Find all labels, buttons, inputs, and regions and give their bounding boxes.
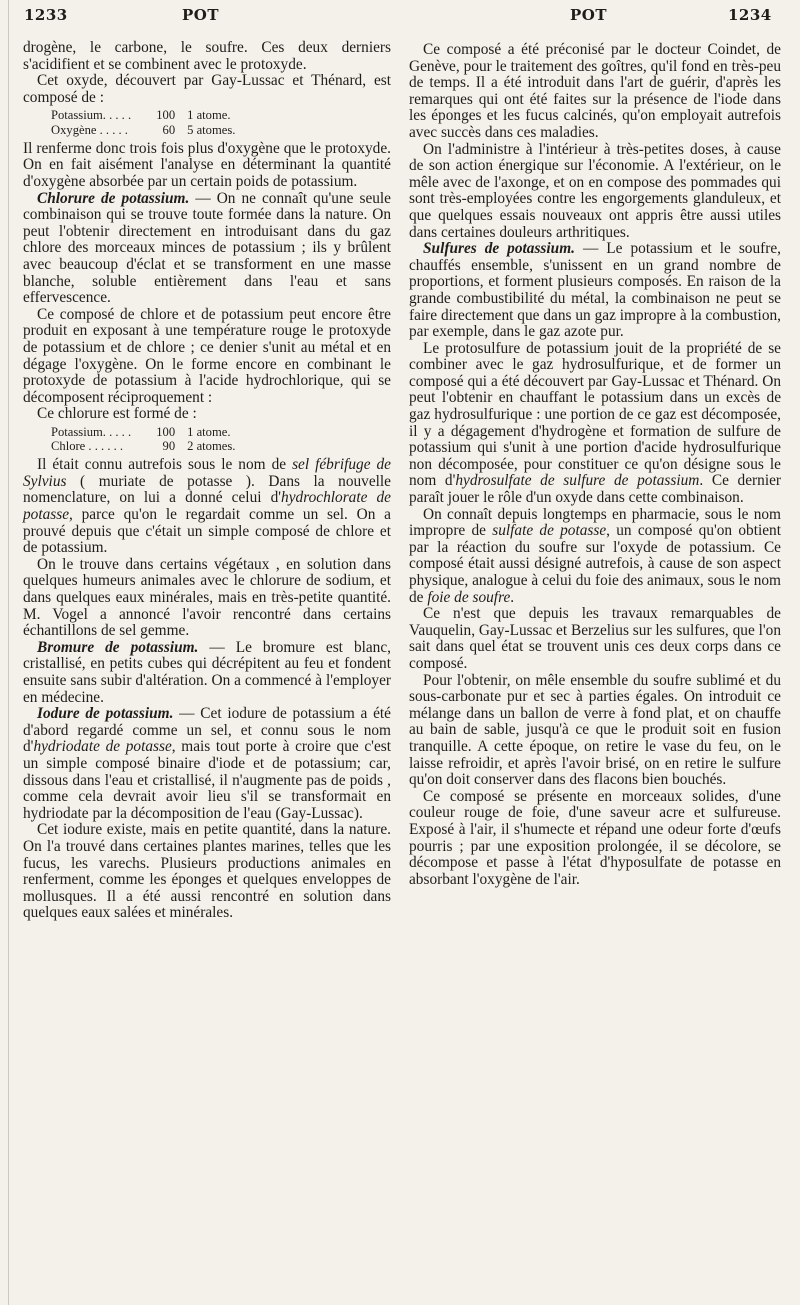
table-row <box>51 108 239 122</box>
paragraph: drogène, le carbone, le soufre. Ces deux derniers s'acidifient et se combinent avec le protoxyde. <box>23 39 391 73</box>
entry-title: Iodure de potassium. <box>37 705 174 723</box>
italic-term: sulfate de potasse <box>492 522 607 540</box>
right-page-number: 1234 <box>728 6 772 24</box>
left-page-number: 1233 <box>24 6 68 24</box>
entry-text: , mais tout porte à croire que c'est un simple composé binaire d'iode et de potassium; car, dissous dans l'eau et cristallisé, il n'augmente pas de poids , comme cela devrait avoir lieu s'il se transformait en hydriodate par la décomposition de l'eau (Gay-Lussac). <box>23 738 391 822</box>
entry-title: Bromure de potassium. <box>37 638 199 656</box>
element-atoms: 1 atome. <box>187 424 231 439</box>
entry-title: Chlorure de potassium. <box>37 189 190 207</box>
entry-text: — Cet iodure de potassium a été d'abord regardé comme un sel, et connu sous le nom d' <box>23 705 391 756</box>
paragraph: Il renferme donc trois fois plus d'oxygène que le protoxyde. On en fait aisément l'analyse en déterminant la quantité d'oxygène absorbée par un certain poids de potassium. <box>23 139 391 190</box>
italic-term: hydriodate de potasse <box>33 738 172 756</box>
paragraph <box>409 241 781 341</box>
element-weight: 60 <box>162 122 176 137</box>
left-column <box>23 40 391 922</box>
entry-title: Sulfures de potassium. <box>423 240 575 258</box>
italic-term: hydrosulfate de sulfure de potassium <box>455 472 700 490</box>
text-run: ( muriate de potasse ). Dans la nouvelle nomenclature, on lui a donné celui d' <box>23 472 391 507</box>
element-atoms: 2 atomes. <box>187 439 236 454</box>
element-name: Potassium. . . . . <box>51 108 132 123</box>
right-column <box>409 42 781 888</box>
paragraph <box>409 341 781 507</box>
text-run: On connaît depuis longtemps en pharmacie, sous le nom impropre de <box>409 505 781 540</box>
composition-table <box>51 108 239 136</box>
left-running-head: POT <box>182 6 220 24</box>
table-row <box>51 425 239 439</box>
text-run: Il était connu autrefois sous le nom de <box>37 456 293 474</box>
entry-text: — On ne connaît qu'une seule combinaison qui se trouve toute formée dans la nature. On peut l'obtenir directement en introduisant dans du gaz chlore des morceaux minces de potassium ; ils y brûlent avec beaucoup d'éclat et se transforment en une masse blanche, soluble entièrement dans l'eau et sans effervescence. <box>23 189 391 307</box>
paragraph <box>23 457 391 557</box>
paragraph: Cet iodure existe, mais en petite quantité, dans la nature. On l'a trouvé dans certaines plantes marines, telles que les fucus, les varechs. Plusieurs productions animales en renferment, comme les éponges et quelques enveloppes de mollusques. Il a été aussi rencontré en solution dans quelques eaux salées et minérales. <box>23 821 391 922</box>
text-run: , parce qu'on le regardait comme un sel. On a prouvé depuis que c'était un simple composé de chlore et de potassium. <box>23 506 391 557</box>
paragraph: Pour l'obtenir, on mêle ensemble du soufre sublimé et du sous-carbonate pur et sec à parties égales. On introduit ce mélange dans un ballon de verre à fond plat, et on chauffe au bain de sable, jusqu'à ce que le produit soit en fusion tranquille. A cette époque, on retire le vase du feu, on le laisse refroidir, et après l'avoir brisé, on en retire le sulfure qu'on doit conserver dans des flacons bien bouchés. <box>409 671 781 789</box>
italic-term: sel fébrifuge de Sylvius <box>23 456 391 490</box>
paragraph <box>23 191 391 307</box>
text-run: Le protosulfure de potassium jouit de la propriété de se combiner avec le gaz hydrosulfurique, et de former un composé qui a été découvert par Gay-Lussac et Thénard. On peut l'obtenir en chauffant le potassium dans un excès de gaz hydrosulfurique : une portion de ce gaz est décomposée, il y a dégagement d'hydrogène et formation de sulfure de potassium qui s'unit à une portion d'acide hydrosulfurique non décomposée, pour constituer ce qu'on désigne sous le nom d' <box>409 339 781 490</box>
paragraph: Cet oxyde, découvert par Gay-Lussac et Thénard, est composé de : <box>23 72 391 106</box>
paragraph <box>23 706 391 822</box>
paragraph: On le trouve dans certains végétaux , en solution dans quelques humeurs animales avec le chlorure de sodium, et dans quelques eaux minérales, mais en très-petite quantité. M. Vogel a annoncé l'avoir rencontré dans certains échantillons de sel gemme. <box>23 555 391 640</box>
composition-table <box>51 425 239 453</box>
element-atoms: 1 atome. <box>187 108 231 123</box>
italic-term: hydrochlorate de potasse <box>23 489 391 524</box>
paragraph: Ce composé se présente en morceaux solides, d'une couleur rouge de foie, d'une saveur acre et sulfureuse. Exposé à l'air, il s'humecte et répand une odeur forte d'œufs pourris ; par une exposition prolongée, il se décolore, se décompose et passe à l'état d'hyposulfate de potasse en absorbant l'oxygène de l'air. <box>409 787 781 888</box>
table-row <box>51 123 239 137</box>
page-edge-rule <box>8 0 9 1305</box>
italic-term: foie de soufre <box>427 588 511 606</box>
element-weight: 100 <box>156 424 176 439</box>
paragraph: Ce composé de chlore et de potassium peut encore être produit en exposant à une température rouge le protoxyde de potassium et de chlore ; ce denier s'unit au métal et en dégage l'oxygène. On le forme encore en combinant le protoxyde de potassium à l'acide hydrochlorique, qui se décomposent réciproquement : <box>23 305 391 406</box>
element-weight: 100 <box>156 108 176 123</box>
paragraph: Ce composé a été préconisé par le docteur Coindet, de Genève, pour le traitement des goîtres, qu'il fond en très-peu de temps. Il a été introduit dans l'art de guérir, d'après les remarques qui ont été faites sur la présence de l'iode dans les éponges et les fucus calcinés, qu'on employait autrefois avec succès dans ces maladies. <box>409 41 781 141</box>
element-name: Oxygène . . . . . <box>51 122 128 137</box>
paragraph <box>409 507 781 607</box>
entry-text: — Le potassium et le soufre, chauffés ensemble, s'unissent en un grand nombre de proportions, et forment plusieurs composés. En raison de la grande combustibilité du métal, la combinaison ne peut se faire directement que dans un gaz impropre à la combustion, par exemple, dans le gaz azote pur. <box>409 240 781 341</box>
text-run: , un composé qu'on obtient par la réaction du soufre sur l'oxyde de potassium. Ce composé était aussi désigné autrefois, à cause de son aspect physique, analogue à celui du foie des animaux, sous le nom de <box>409 522 781 606</box>
text-run: . <box>510 588 515 606</box>
paragraph: Ce chlorure est formé de : <box>37 405 197 423</box>
entry-text: — Le bromure est blanc, cristallisé, en petits cubes qui décrépitent au feu et fondent ensuite sans subir d'altération. On a commencé à l'employer en médecine. <box>23 638 392 706</box>
paragraph: On l'administre à l'intérieur à très-petites doses, à cause de son action énergique sur l'économie. A l'extérieur, on le mêle avec de l'axonge, et on en compose des pommades qui sont très-employées contre les engorgements glanduleux, et que quelques essais nouveaux ont appris être aussi utiles dans certaines douleurs arthritiques. <box>409 140 781 241</box>
element-atoms: 5 atomes. <box>187 122 236 137</box>
paragraph <box>23 640 391 706</box>
table-row <box>51 439 239 453</box>
right-running-head: POT <box>570 6 608 24</box>
text-run: . Ce dernier paraît jouer le rôle d'un oxyde dans cette combinaison. <box>409 472 781 507</box>
paragraph: Ce n'est que depuis les travaux remarquables de Vauquelin, Gay-Lussac et Berzelius sur les sulfures, que l'on sait dans quel état se trouvent unis ces deux corps dans ce composé. <box>409 605 781 672</box>
element-name: Potassium. . . . . <box>51 424 132 439</box>
element-name: Chlore . . . . . . <box>51 439 124 454</box>
element-weight: 90 <box>162 439 176 454</box>
